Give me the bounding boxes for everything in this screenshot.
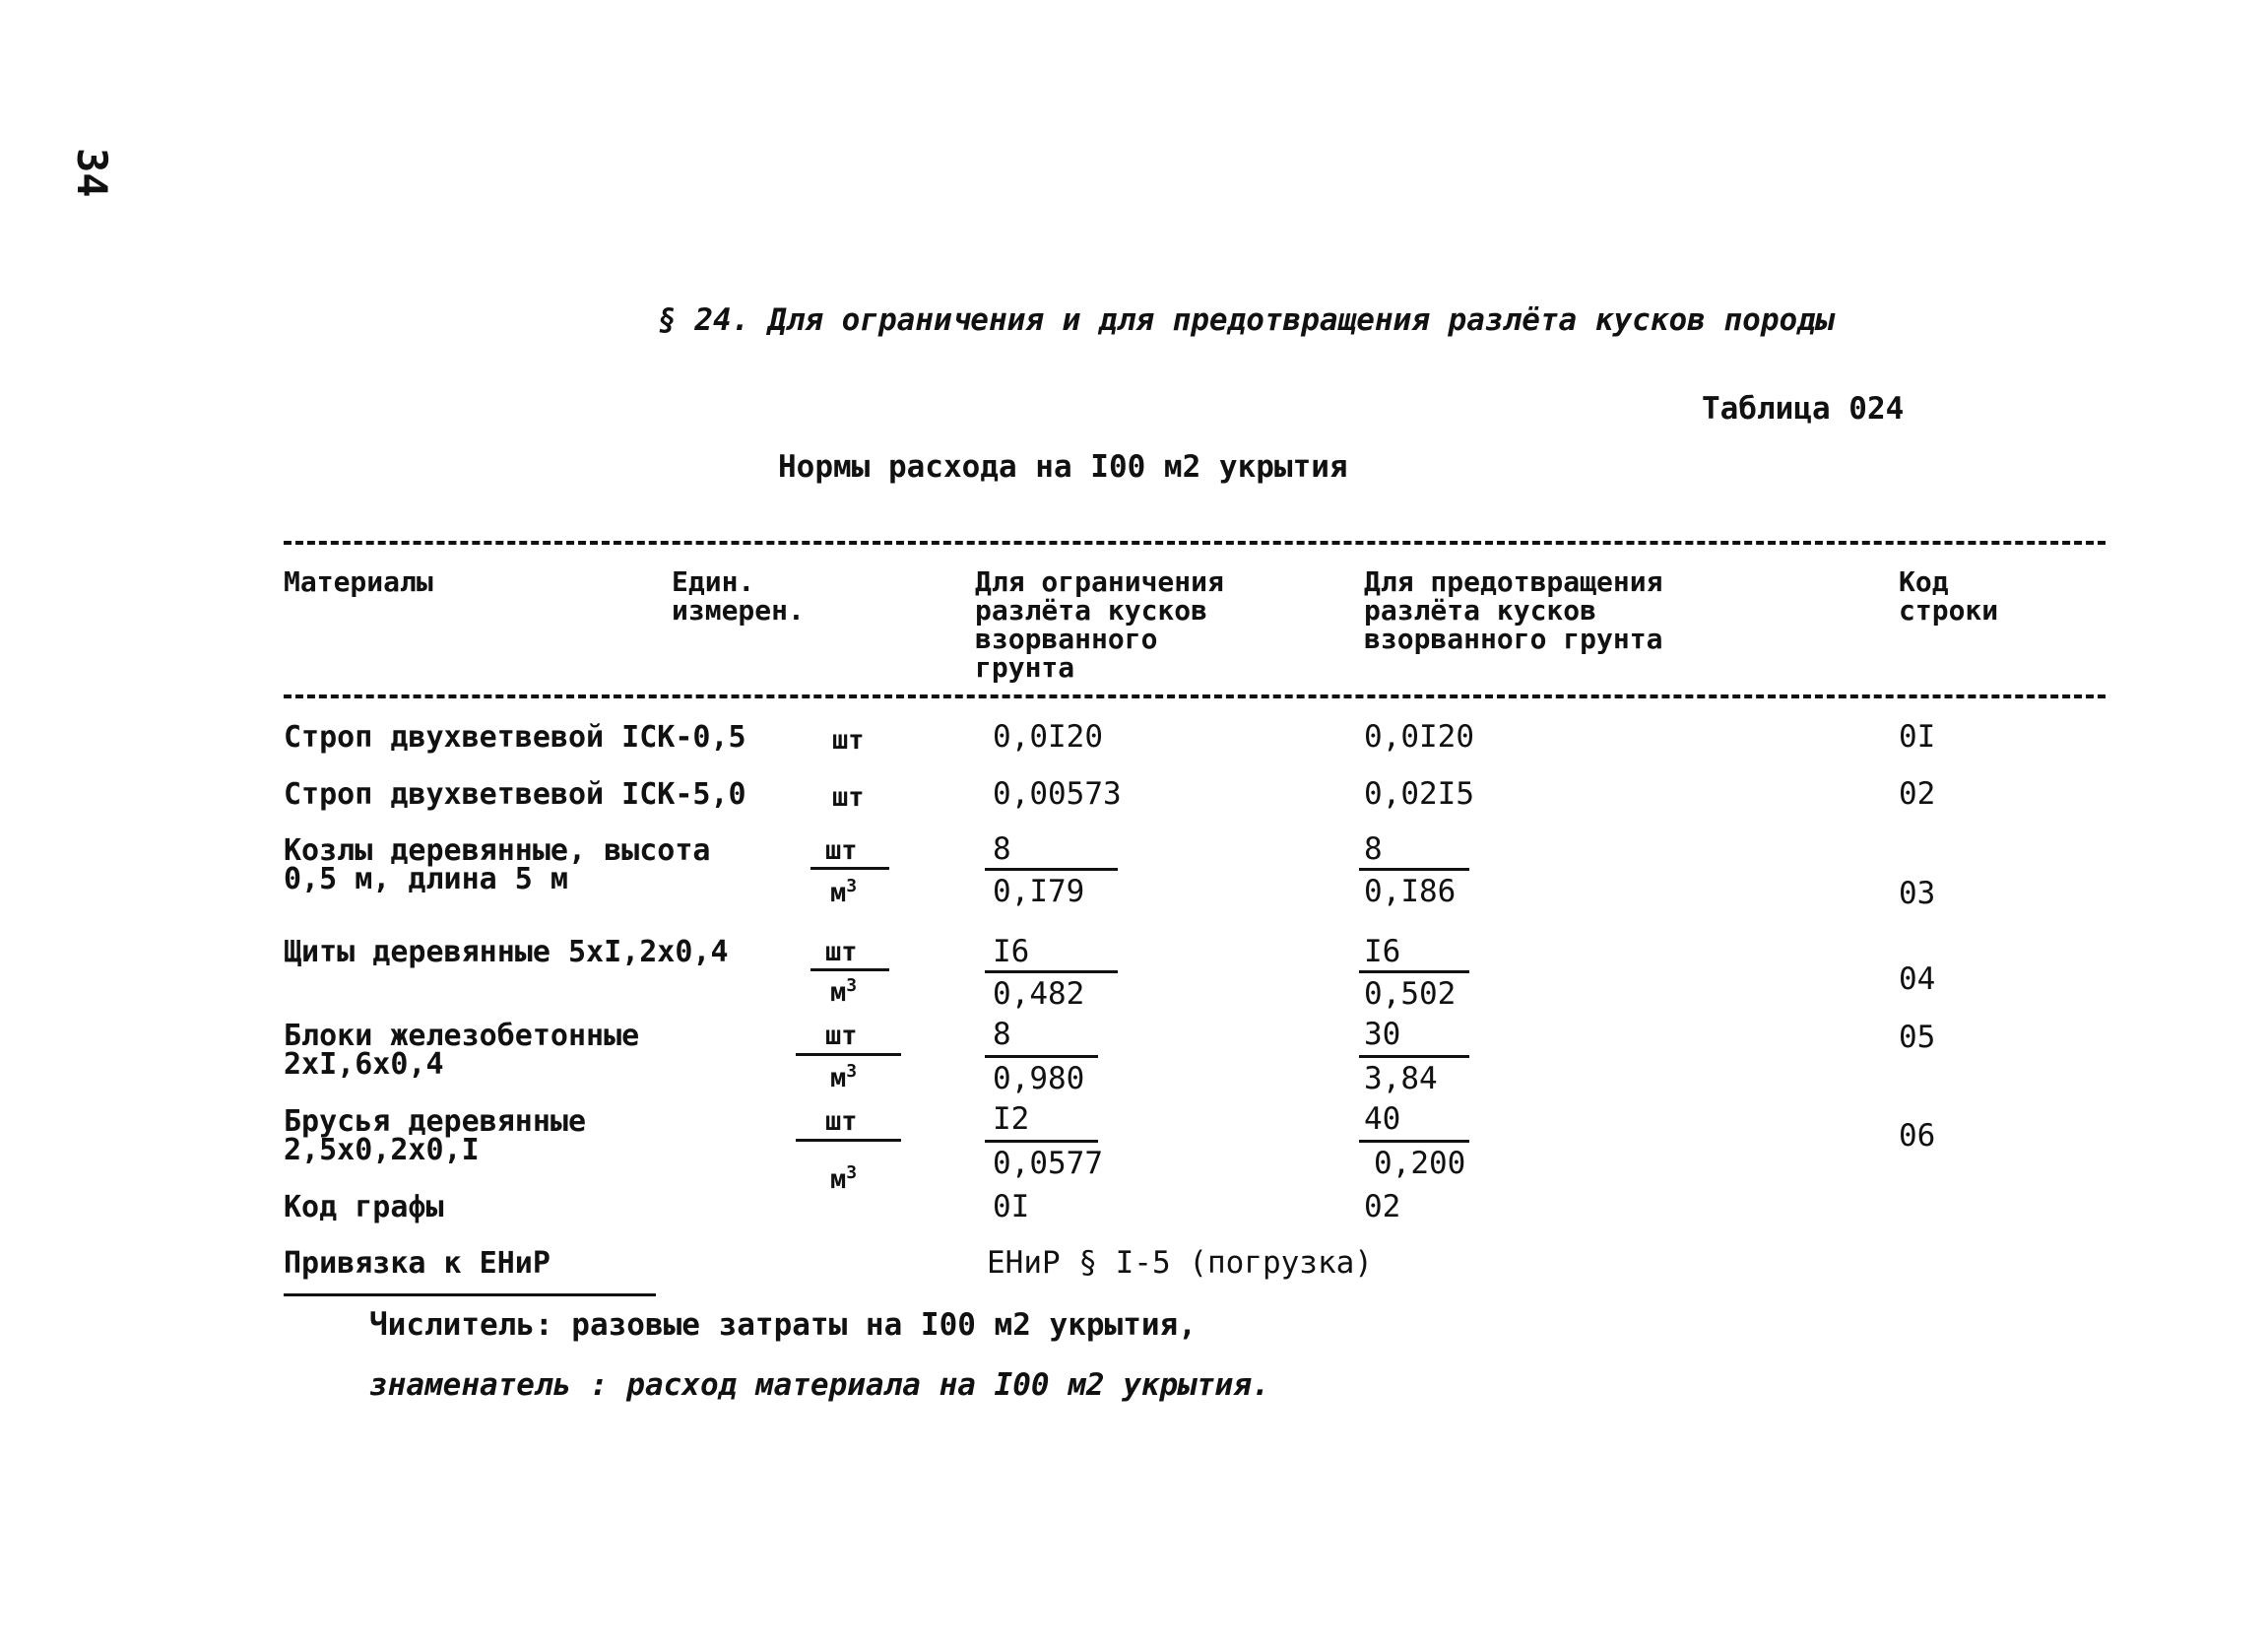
footnote-rule xyxy=(284,1293,656,1296)
fraction-bar xyxy=(1359,1140,1469,1143)
row-prevent-numerator: 8 xyxy=(1364,831,1383,867)
section-title: § 24. Для ограничения и для предотвращения разлёта кусков породы xyxy=(658,302,1835,338)
row-unit-numerator: шт xyxy=(825,1106,858,1137)
header-bottom-rule xyxy=(284,694,2106,698)
table-top-rule xyxy=(284,541,2106,545)
row-unit-denominator: $м^3$ xyxy=(830,876,858,908)
row-limit-value: 0,00573 xyxy=(993,776,1122,812)
fraction-bar xyxy=(796,1053,901,1056)
row-prevent-numerator: I6 xyxy=(1364,934,1401,969)
row-unit-denominator: $м^3$ xyxy=(830,975,858,1008)
row-unit-denominator: $м^3$ xyxy=(830,1061,858,1093)
header-limit: Для ограничения разлёта кусков взорванного грунта xyxy=(975,565,1224,684)
page-number: 34 xyxy=(68,148,116,198)
row-code: 0I xyxy=(1899,719,1936,755)
row-limit-numerator: I6 xyxy=(993,934,1030,969)
footnote-denominator: знаменатель : расход материала на I00 м2 укрытия. xyxy=(369,1367,1270,1403)
row-code: 02 xyxy=(1899,776,1936,812)
fraction-bar xyxy=(985,1055,1098,1058)
graph-code-prevent: 02 xyxy=(1364,1189,1401,1224)
row-material: Блоки железобетонные 2хI,6х0,4 xyxy=(284,1019,640,1082)
enir-label: Привязка к ЕНиР xyxy=(284,1246,551,1281)
row-limit-denominator: 0,0577 xyxy=(993,1146,1103,1181)
row-material: Строп двухветвевой IСК-5,0 xyxy=(284,777,746,812)
header-unit: Един. измерен. xyxy=(672,565,805,627)
row-unit: шт xyxy=(832,725,865,756)
row-limit-value: 0,0I20 xyxy=(993,719,1103,755)
row-prevent-numerator: 40 xyxy=(1364,1101,1401,1137)
row-prevent-denominator: 0,I86 xyxy=(1364,874,1457,909)
row-material: Щиты деревянные 5хI,2х0,4 xyxy=(284,935,729,969)
fraction-bar xyxy=(985,868,1118,871)
row-material: Строп двухветвевой IСК-0,5 xyxy=(284,720,746,755)
header-materials: Материалы xyxy=(284,565,433,598)
row-prevent-value: 0,0I20 xyxy=(1364,719,1474,755)
row-limit-denominator: 0,482 xyxy=(993,976,1085,1012)
header-code: Код строки xyxy=(1899,565,1999,627)
row-unit-numerator: шт xyxy=(825,1021,858,1051)
fraction-bar xyxy=(1359,970,1469,973)
fraction-bar xyxy=(1359,868,1469,871)
row-limit-denominator: 0,980 xyxy=(993,1061,1085,1096)
header-prevent: Для предотвращения разлёта кусков взорванного грунта xyxy=(1364,565,1663,655)
row-prevent-denominator: 0,502 xyxy=(1364,976,1457,1012)
fraction-bar xyxy=(810,867,889,870)
fraction-bar xyxy=(796,1139,901,1142)
enir-value: ЕНиР § I-5 (погрузка) xyxy=(987,1245,1373,1281)
row-code: 06 xyxy=(1899,1118,1936,1154)
fraction-bar xyxy=(1359,1055,1469,1058)
row-prevent-denominator: 0,200 xyxy=(1374,1146,1466,1181)
graph-code-limit: 0I xyxy=(993,1189,1030,1224)
fraction-bar xyxy=(810,968,889,971)
row-unit-numerator: шт xyxy=(825,937,858,967)
row-prevent-denominator: 3,84 xyxy=(1364,1061,1438,1096)
graph-code-label: Код графы xyxy=(284,1190,444,1224)
row-code: 03 xyxy=(1899,876,1936,911)
row-limit-numerator: I2 xyxy=(993,1101,1030,1137)
row-code: 05 xyxy=(1899,1020,1936,1055)
row-limit-numerator: 8 xyxy=(993,831,1011,867)
row-unit-numerator: шт xyxy=(825,835,858,866)
fraction-bar xyxy=(985,1140,1098,1143)
table-label: Таблица 024 xyxy=(1702,391,1905,427)
row-material: Козлы деревянные, высота 0,5 м, длина 5 м xyxy=(284,833,711,896)
fraction-bar xyxy=(985,970,1118,973)
footnote-numerator: Числитель: разовые затраты на I00 м2 укрытия, xyxy=(369,1307,1197,1343)
row-material: Брусья деревянные 2,5х0,2х0,I xyxy=(284,1104,587,1167)
row-limit-numerator: 8 xyxy=(993,1017,1011,1052)
row-prevent-numerator: 30 xyxy=(1364,1017,1401,1052)
row-prevent-value: 0,02I5 xyxy=(1364,776,1474,812)
row-unit-denominator: $м^3$ xyxy=(830,1162,858,1195)
row-unit: шт xyxy=(832,782,865,813)
row-code: 04 xyxy=(1899,961,1936,997)
row-limit-denominator: 0,I79 xyxy=(993,874,1085,909)
table-caption: Нормы расхода на I00 м2 укрытия xyxy=(778,449,1348,485)
